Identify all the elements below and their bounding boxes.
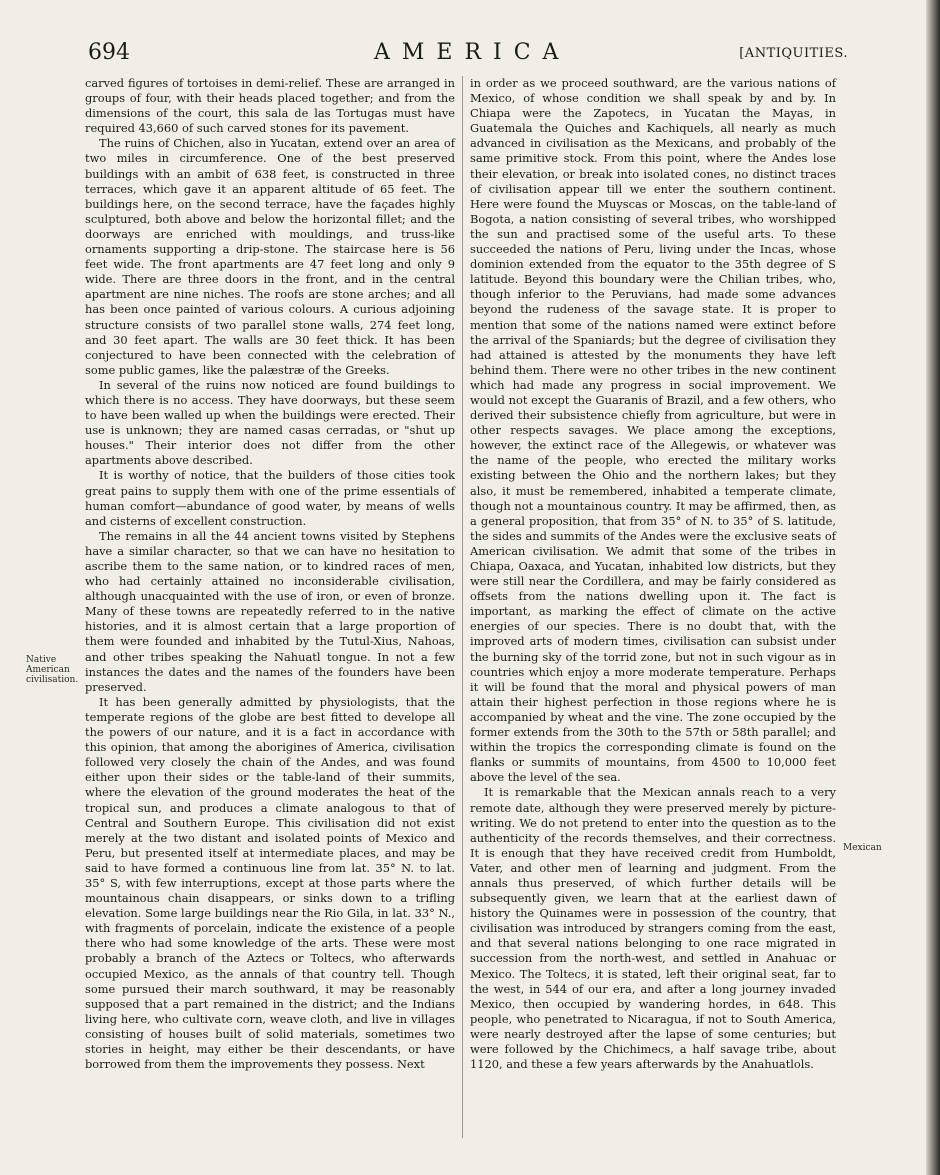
column-divider [462, 76, 463, 1138]
left-column [85, 76, 455, 1072]
paragraph: carved figures of tortoises in demi-relief. These are arranged in groups of four, with their heads placed together; and from the dimensions of the court, this sala de las Tortugas must have required 43,660 of such carved stones for its pavement. [85, 76, 455, 136]
page-header [88, 40, 848, 68]
paragraph: in order as we proceed southward, are the various nations of Mexico, of whose condition we shall speak by and by. In Chiapa were the Zapotecs, in Yucatan the Mayas, in Guatemala the Quiches and Kachiquels, all nearly as much advanced in civilisation as the Mexicans, and probably of the same primitive stock. From this point, where the Andes lose their elevation, or break into isolated cones, no distinct traces of civilisation appear till we enter the southern continent. Here were found the Muyscas or Moscas, on the table-land of Bogota, a nation consisting of several tribes, who worshipped the sun and practised some of the useful arts. To these succeeded the nations of Peru, living under the Incas, whose dominion extended from the equator to the 35th degree of S latitude. Beyond this boundary were the Chilian tribes, who, though inferior to the Peruvians, had made some advances beyond the rudeness of the savage state. It is proper to mention that some of the nations named were extinct before the arrival of the Spaniards; but the degree of civilisation they had attained is attested by the monuments they have left behind them. There were no other tribes in the new continent which had made any progress in social improvement. We would not except the Guaranis of Brazil, and a few others, who derived their subsistence chiefly from agriculture, but were in other respects savages. We place among the exceptions, however, the extinct race of the Allegewis, or whatever was the name of the people, who erected the military works existing between the Ohio and the northern lakes; but they also, it must be remembered, inhabited a temperate climate, though not a mountainous country. It may be affirmed, then, as a general proposition, that from 35° of N. to 35° of S. latitude, the sides and summits of the Andes were the exclusive seats of American civilisation. We admit that some of the tribes in Chiapa, Oaxaca, and Yucatan, inhabited low districts, but they were still near the Cordillera, and may be fairly considered as offsets from the nations dwelling upon it. The fact is important, as marking the effect of climate on the active energies of our species. There is no doubt that, with the improved arts of modern times, civilisation can subsist under the burning sky of the torrid zone, but not in such vigour as in countries which enjoy a more moderate temperature. Perhaps it will be found that the moral and physical powers of man attain their highest perfection in those regions where he is accompanied by wheat and the vine. The zone occupied by the former extends from the 30th to the 57th or 58th parallel; and within the tropics the corresponding climate is found on the flanks or summits of mountains, from 4500 to 10,000 feet above the level of the sea. [470, 76, 836, 785]
page-number: 694 [88, 40, 130, 65]
running-title: AMERICA [374, 40, 571, 65]
book-spine-shadow [926, 0, 940, 1175]
paragraph: It is worthy of notice, that the builders of those cities took great pains to supply them with one of the prime essentials of human comfort—abundance of good water, by means of wells and cisterns of excellent construction. [85, 468, 455, 528]
margin-note-right: Mexican [843, 843, 882, 853]
paragraph: It is remarkable that the Mexican annals reach to a very remote date, although they were preserved merely by picture-writing. We do not pretend to enter into the question as to the authenticity of the records themselves, and their correctness. It is enough that they have received credit from Humboldt, Vater, and other men of learning and judgment. From the annals thus preserved, of which further details will be subsequently given, we learn that at the earliest dawn of history the Quinames were in possession of the country, that civilisation was introduced by strangers coming from the east, and that several nations belonging to one race migrated in succession from the north-west, and settled in Anahuac or Mexico. The Toltecs, it is stated, left their original seat, far to the west, in 544 of our era, and after a long journey invaded Mexico, then occupied by wandering hordes, in 648. This people, who penetrated to Nicaragua, if not to South America, were nearly destroyed after the lapse of some centuries; but were followed by the Chichimecs, a half savage tribe, about 1120, and these a few years afterwards by the Anahuatlols. [470, 785, 836, 1072]
paragraph: In several of the ruins now noticed are found buildings to which there is no access. They have doorways, but these seem to have been walled up when the buildings were erected. Their use is unknown; they are named casas cerradas, or "shut up houses." Their interior does not differ from the other apartments above described. [85, 377, 455, 468]
paragraph: The remains in all the 44 ancient towns visited by Stephens have a similar character, so that we can have no hesitation to ascribe them to the same nation, or to kindred races of men, who had certainly attained no inconsiderable civilisation, although unacquainted with the use of iron, or even of bronze. Many of these towns are repeatedly referred to in the native histories, and it is almost certain that a large proportion of them were founded and inhabited by the Tutul-Xius, Nahoas, and other tribes speaking the Nahuatl tongue. In not a few instances the dates and the names of the founders have been preserved. [85, 528, 455, 694]
right-column [470, 76, 836, 1072]
section-heading: [ANTIQUITIES. [739, 46, 848, 61]
margin-note-left: Native American civilisation. [26, 655, 79, 685]
paragraph: The ruins of Chichen, also in Yucatan, extend over an area of two miles in circumference. One of the best preserved buildings with an ambit of 638 feet, is constructed in three terraces, which gave it an apparent altitude of 65 feet. The buildings here, on the second terrace, have the façades highly sculptured, both above and below the horizontal fillet; and the doorways are enriched with mouldings, and truss-like ornaments supporting a drip-stone. The staircase here is 56 feet wide. The front apartments are 47 feet long and only 9 wide. There are three doors in the front, and in the central apartment are nine niches. The roofs are stone arches; and all has been once painted of various colours. A curious adjoining structure consists of two parallel stone walls, 274 feet long, and 30 feet apart. The walls are 30 feet thick. It has been conjectured to have been connected with the celebration of some public games, like the palæstræ of the Greeks. [85, 136, 455, 377]
paragraph: It has been generally admitted by physiologists, that the temperate regions of the globe are best fitted to develope all the powers of our nature, and it is a fact in accordance with this opinion, that among the aborigines of America, civilisation followed very closely the chain of the Andes, and was found either upon their sides or the table-land of their summits, where the elevation of the ground moderates the heat of the tropical sun, and produces a climate analogous to that of Central and Southern Europe. This civilisation did not exist merely at the two distant and isolated points of Mexico and Peru, but presented itself at intermediate places, and may be said to have formed a continuous line from lat. 35° N. to lat. 35° S, with few interruptions, except at those parts where the mountainous chain disappears, or sinks down to a trifling elevation. Some large buildings near the Rio Gila, in lat. 33° N., with fragments of porcelain, indicate the existence of a people there who had some knowledge of the arts. These were most probably a branch of the Aztecs or Toltecs, who afterwards occupied Mexico, as the annals of that country tell. Though some pursued their march southward, it may be reasonably supposed that a part remained in the district; and the Indians living here, who cultivate corn, weave cloth, and live in villages consisting of houses built of solid materials, sometimes two stories in height, may either be their descendants, or have borrowed from them the improvements they possess. Next [85, 694, 455, 1072]
